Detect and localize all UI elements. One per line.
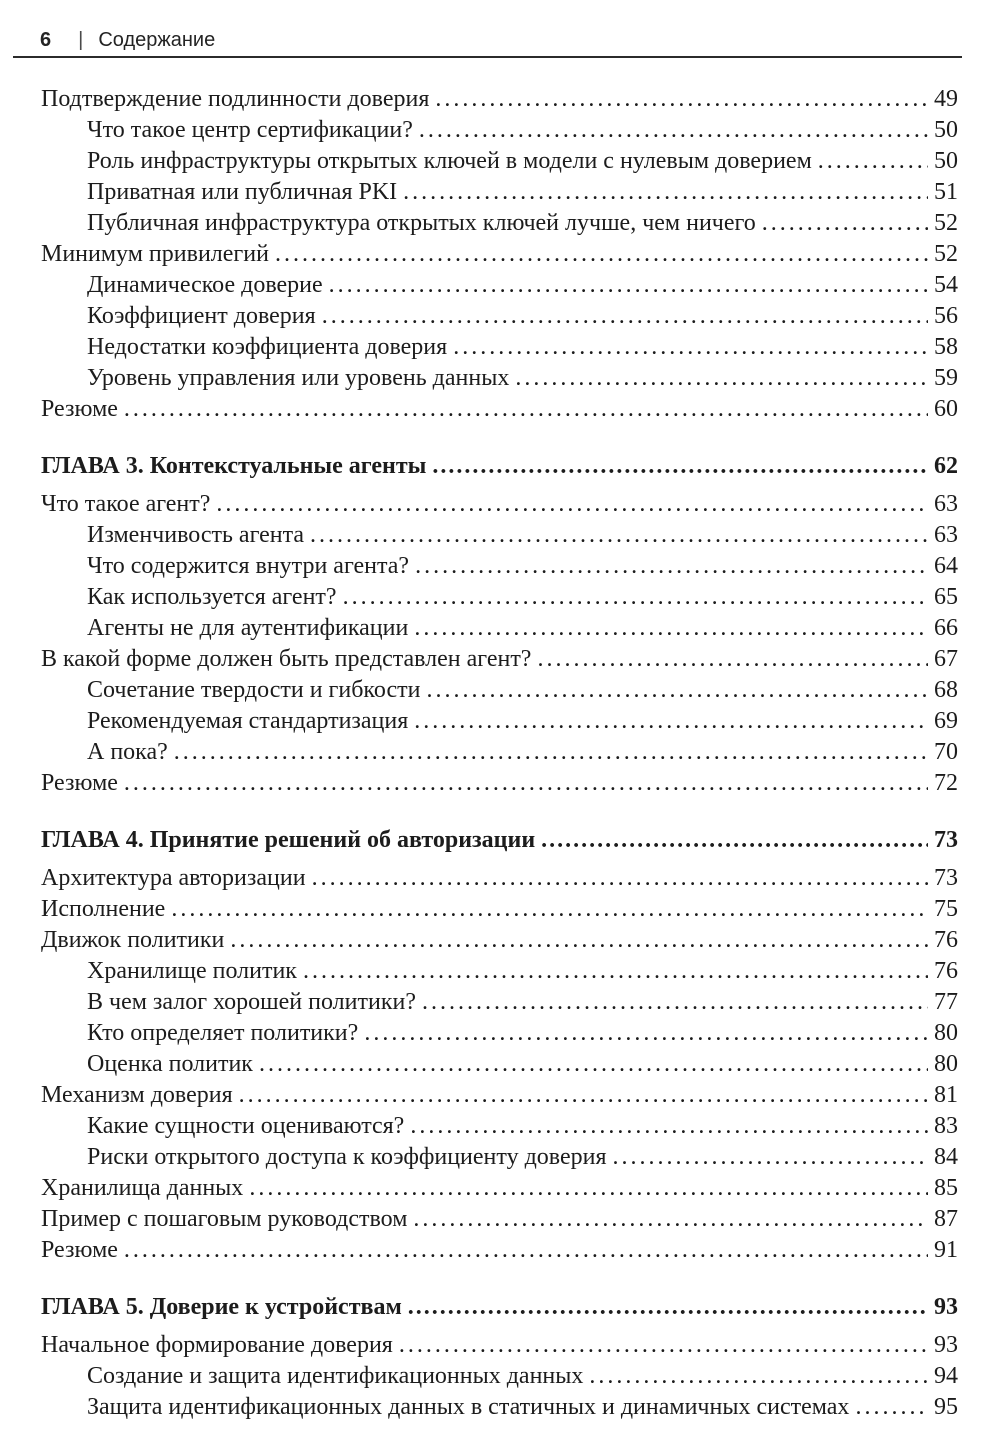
toc-entry-page: 73 [934, 865, 958, 891]
toc-leader-dots [537, 644, 928, 675]
toc-entry-row [41, 551, 958, 582]
toc-leader-dots [541, 825, 928, 856]
toc-entry-row [41, 177, 958, 208]
toc-entry-row [41, 1049, 958, 1080]
toc-entry-page: 52 [934, 210, 958, 236]
toc-entry-title: Подтверждение подлинности доверия [41, 86, 430, 112]
toc-entry-title: Рекомендуемая стандартизация [87, 708, 409, 734]
toc-entry-page: 49 [934, 86, 958, 112]
toc-entry-page: 56 [934, 303, 958, 329]
toc-leader-dots [855, 1392, 928, 1423]
toc-leader-dots [239, 1080, 928, 1111]
toc-entry-row [41, 613, 958, 644]
toc-entry-page: 72 [934, 770, 958, 796]
toc-entry-row [41, 363, 958, 394]
toc-entry-title: В чем залог хорошей политики? [87, 989, 416, 1015]
toc-entry-title: Создание и защита идентификационных данных [87, 1363, 584, 1389]
toc-entry-row [41, 987, 958, 1018]
toc-leader-dots [453, 332, 928, 363]
toc-entry-title: Публичная инфраструктура открытых ключей лучше, чем ничего [87, 210, 756, 236]
toc-leader-dots [259, 1049, 928, 1080]
toc-entry-title: А пока? [87, 739, 168, 765]
toc-leader-dots [399, 1330, 928, 1361]
toc-leader-dots [613, 1142, 928, 1173]
toc-leader-dots [515, 363, 928, 394]
toc-entry-page: 95 [934, 1394, 958, 1420]
toc-entry-page: 54 [934, 272, 958, 298]
toc-leader-dots [414, 613, 928, 644]
toc-entry-row [41, 1018, 958, 1049]
toc-entry-row [41, 706, 958, 737]
toc-entry-page: 58 [934, 334, 958, 360]
toc-leader-dots [435, 84, 928, 115]
toc-entry-row [41, 894, 958, 925]
toc-leader-dots [329, 270, 928, 301]
toc-entry-page: 93 [934, 1294, 958, 1320]
toc-entry-page: 63 [934, 522, 958, 548]
toc-entry-page: 93 [934, 1332, 958, 1358]
toc-entry-title: Хранилища данных [41, 1175, 244, 1201]
toc-entry-row [41, 1235, 958, 1266]
toc-entry-row [41, 1361, 958, 1392]
toc-entry-page: 50 [934, 148, 958, 174]
toc-entry-row [41, 84, 958, 115]
toc-entry-row [41, 332, 958, 363]
toc-entry-page: 75 [934, 896, 958, 922]
toc-leader-dots [275, 239, 928, 270]
toc-leader-dots [322, 301, 928, 332]
toc-leader-dots [249, 1173, 928, 1204]
toc-entry-title: ГЛАВА 5. Доверие к устройствам [41, 1294, 402, 1320]
toc-entry-row [41, 675, 958, 706]
toc-entry-page: 84 [934, 1144, 958, 1170]
toc-entry-row [41, 394, 958, 425]
toc-entry-title: Кто определяет политики? [87, 1020, 359, 1046]
header-separator: | [78, 29, 84, 51]
toc-entry-page: 59 [934, 365, 958, 391]
toc-entry-title: Что такое агент? [41, 491, 211, 517]
toc-entry-page: 52 [934, 241, 958, 267]
toc-entry-page: 80 [934, 1051, 958, 1077]
toc-entry-title: Сочетание твердости и гибкости [87, 677, 421, 703]
toc-chapter-row [41, 1292, 958, 1323]
toc-entry-title: Движок политики [41, 927, 225, 953]
toc-entry-row [41, 146, 958, 177]
toc-leader-dots [419, 115, 928, 146]
toc-entry-title: Резюме [41, 770, 118, 796]
toc-entry-title: Недостатки коэффициента доверия [87, 334, 448, 360]
toc-entry-row [41, 1111, 958, 1142]
toc-entry-title: ГЛАВА 3. Контекстуальные агенты [41, 453, 427, 479]
toc-entry-title: Приватная или публичная PKI [87, 179, 398, 205]
toc-leader-dots [174, 737, 928, 768]
toc-entry-title: Пример с пошаговым руководством [41, 1206, 408, 1232]
toc-entry-row [41, 489, 958, 520]
toc-entry-row [41, 270, 958, 301]
toc-entry-title: Как используется агент? [87, 584, 337, 610]
toc-entry-page: 76 [934, 927, 958, 953]
toc-entry-row [41, 1080, 958, 1111]
toc-entry-row [41, 208, 958, 239]
toc-entry-page: 63 [934, 491, 958, 517]
toc-entry-row [41, 1330, 958, 1361]
toc-entry-title: Роль инфраструктуры открытых ключей в модели с нулевым доверием [87, 148, 812, 174]
toc-leader-dots [432, 451, 928, 482]
toc-leader-dots [124, 768, 928, 799]
toc-entry-title: Какие сущности оцениваются? [87, 1113, 405, 1139]
toc-leader-dots [124, 394, 928, 425]
toc-entry-page: 80 [934, 1020, 958, 1046]
toc-entry-title: Уровень управления или уровень данных [87, 365, 510, 391]
toc-entry-page: 77 [934, 989, 958, 1015]
toc-entry-row [41, 644, 958, 675]
toc-leader-dots [762, 208, 928, 239]
toc-entry-title: Что такое центр сертификации? [87, 117, 413, 143]
toc-entry-page: 81 [934, 1082, 958, 1108]
toc-entry-title: Механизм доверия [41, 1082, 233, 1108]
toc-entry-page: 83 [934, 1113, 958, 1139]
toc-entry-title: Начальное формирование доверия [41, 1332, 393, 1358]
page-number: 6 [40, 29, 52, 51]
toc-leader-dots [414, 706, 928, 737]
toc-entry-page: 87 [934, 1206, 958, 1232]
toc-leader-dots [403, 177, 928, 208]
toc-leader-dots [818, 146, 928, 177]
toc-entry-row [41, 582, 958, 613]
toc-leader-dots [171, 894, 928, 925]
toc-entry-row [41, 520, 958, 551]
toc-leader-dots [410, 1111, 928, 1142]
toc-entry-title: Архитектура авторизации [41, 865, 306, 891]
toc-entry-row [41, 1204, 958, 1235]
toc-entry-page: 73 [934, 827, 958, 853]
toc-leader-dots [408, 1292, 928, 1323]
toc-entry-page: 64 [934, 553, 958, 579]
toc-leader-dots [343, 582, 928, 613]
toc-entry-title: Риски открытого доступа к коэффициенту доверия [87, 1144, 607, 1170]
toc-entry-row [41, 768, 958, 799]
toc-leader-dots [426, 675, 928, 706]
toc-leader-dots [422, 987, 928, 1018]
toc-entry-row [41, 1142, 958, 1173]
toc-entry-page: 65 [934, 584, 958, 610]
toc-entry-page: 51 [934, 179, 958, 205]
toc-entry-page: 60 [934, 396, 958, 422]
toc-entry-row [41, 239, 958, 270]
toc-entry-row [41, 1392, 958, 1423]
toc-leader-dots [364, 1018, 928, 1049]
toc-entry-row [41, 1173, 958, 1204]
toc-entry-title: Минимум привилегий [41, 241, 269, 267]
toc-entry-title: Оценка политик [87, 1051, 253, 1077]
toc-entry-title: Изменчивость агента [87, 522, 305, 548]
toc-chapter-row [41, 451, 958, 482]
toc-entry-page: 66 [934, 615, 958, 641]
toc-list [41, 84, 958, 1423]
toc-leader-dots [216, 489, 928, 520]
toc-leader-dots [413, 1204, 928, 1235]
toc-entry-title: Хранилище политик [87, 958, 297, 984]
toc-entry-page: 70 [934, 739, 958, 765]
running-header [40, 29, 215, 52]
toc-entry-row [41, 301, 958, 332]
toc-entry-title: Коэффициент доверия [87, 303, 316, 329]
header-rule [13, 56, 962, 58]
toc-entry-page: 69 [934, 708, 958, 734]
toc-entry-title: Что содержится внутри агента? [87, 553, 410, 579]
toc-entry-title: ГЛАВА 4. Принятие решений об авторизации [41, 827, 536, 853]
toc-entry-page: 62 [934, 453, 958, 479]
toc-entry-title: Резюме [41, 396, 118, 422]
toc-entry-title: Резюме [41, 1237, 118, 1263]
toc-leader-dots [312, 863, 928, 894]
toc-chapter-row [41, 825, 958, 856]
toc-entry-page: 67 [934, 646, 958, 672]
toc-leader-dots [124, 1235, 928, 1266]
header-title: Содержание [98, 29, 216, 51]
toc-entry-row [41, 737, 958, 768]
toc-leader-dots [589, 1361, 928, 1392]
toc-entry-title: В какой форме должен быть представлен агент? [41, 646, 532, 672]
toc-entry-page: 94 [934, 1363, 958, 1389]
toc-leader-dots [415, 551, 928, 582]
toc-entry-page: 68 [934, 677, 958, 703]
toc-leader-dots [230, 925, 928, 956]
toc-entry-page: 76 [934, 958, 958, 984]
toc-leader-dots [310, 520, 928, 551]
toc-entry-title: Защита идентификационных данных в статичных и динамичных системах [87, 1394, 850, 1420]
toc-leader-dots [303, 956, 928, 987]
toc-entry-row [41, 863, 958, 894]
toc-entry-title: Агенты не для аутентификации [87, 615, 409, 641]
toc-entry-row [41, 956, 958, 987]
toc-entry-page: 85 [934, 1175, 958, 1201]
toc-entry-page: 50 [934, 117, 958, 143]
toc-entry-row [41, 115, 958, 146]
toc-entry-row [41, 925, 958, 956]
toc-entry-title: Динамическое доверие [87, 272, 323, 298]
toc-entry-title: Исполнение [41, 896, 166, 922]
toc-entry-page: 91 [934, 1237, 958, 1263]
